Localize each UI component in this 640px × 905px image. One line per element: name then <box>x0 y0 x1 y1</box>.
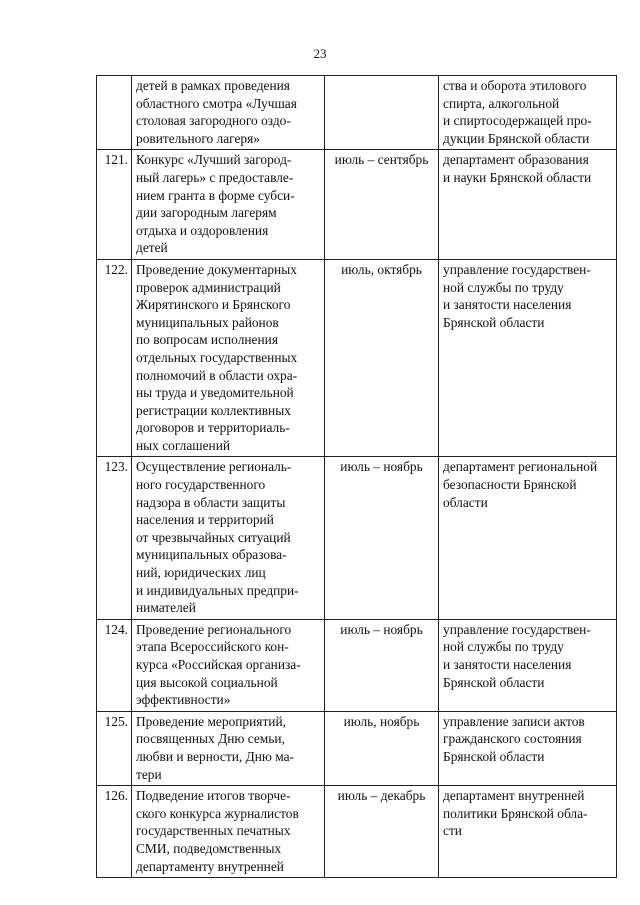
row-number: 124. <box>97 619 132 711</box>
responsible-line: управление государствен- <box>443 261 591 277</box>
event-line: этапа Всероссийского кон- <box>136 639 289 655</box>
event-line: эффективности» <box>136 692 231 708</box>
event-line: ция высокой социальной <box>136 674 278 690</box>
event-line: полномочий в области охра- <box>136 367 298 383</box>
event-line: ского конкурса журналистов <box>136 805 299 821</box>
event-line: населения и территорий <box>136 512 274 528</box>
event-line: столовая загородного оздо- <box>136 113 291 129</box>
event-line: дии загородным лагерям <box>136 205 277 221</box>
event-line: детей в рамках проведения <box>136 78 290 93</box>
table-row <box>97 150 617 260</box>
responsible-line: спирта, алкогольной <box>443 95 560 111</box>
event-line: проверок администраций <box>136 279 281 295</box>
responsible-line: и спиртосодержащей про- <box>443 113 592 129</box>
event-line: надзора в области защиты <box>136 494 286 510</box>
event-line: ный лагерь» с предоставле- <box>136 169 294 185</box>
table-row <box>97 711 617 785</box>
row-number <box>97 76 132 150</box>
responsible-line: гражданского состояния <box>443 731 582 747</box>
event-line: Проведение регионального <box>136 621 292 637</box>
event-line: Конкурс «Лучший загород- <box>136 152 292 168</box>
responsible-line: департамент образования <box>443 152 589 168</box>
event-line: ний, юридических лиц <box>136 565 266 581</box>
responsible-line: дукции Брянской области <box>443 130 590 146</box>
event-line: и индивидуальных предпри- <box>136 582 299 598</box>
table-row <box>97 76 617 150</box>
table-row <box>97 619 617 711</box>
page-number: 23 <box>313 46 327 61</box>
event-line: нимателей <box>136 600 196 616</box>
event-line: Подведение итогов творче- <box>136 788 291 804</box>
event-line: любви и верности, Дню ма- <box>136 748 295 764</box>
event-cell <box>132 150 325 260</box>
responsible-line: Брянской области <box>443 748 545 764</box>
plan-table-body <box>97 76 617 878</box>
responsible-line: управление записи актов <box>443 713 585 729</box>
event-line: Жирятинского и Брянского <box>136 297 291 313</box>
event-line: государственных печатных <box>136 823 291 839</box>
responsible-cell <box>439 76 617 150</box>
responsible-cell <box>439 259 617 457</box>
event-line: муниципальных образова- <box>136 547 287 563</box>
responsible-line: управление государствен- <box>443 621 591 637</box>
event-cell <box>132 259 325 457</box>
event-line: СМИ, подведомственных <box>136 840 282 856</box>
term-cell: июль – ноябрь <box>325 457 439 619</box>
responsible-cell <box>439 619 617 711</box>
term-cell: июль, ноябрь <box>325 711 439 785</box>
event-line: посвященных Дню семьи, <box>136 731 285 747</box>
responsible-line: безопасности Брянской <box>443 477 577 493</box>
event-line: от чрезвычайных ситуаций <box>136 529 291 545</box>
row-number: 122. <box>97 259 132 457</box>
event-line: областного смотра «Лучшая <box>136 95 297 111</box>
event-line: регистрации коллективных <box>136 402 291 418</box>
row-number: 123. <box>97 457 132 619</box>
responsible-line: сти <box>443 823 462 839</box>
event-cell <box>132 457 325 619</box>
responsible-cell <box>439 786 617 878</box>
responsible-line: департамент региональной <box>443 459 598 475</box>
term-cell: июль – декабрь <box>325 786 439 878</box>
term-cell: июль – сентябрь <box>325 150 439 260</box>
event-line: Осуществление региональ- <box>136 459 292 475</box>
responsible-line: и науки Брянской области <box>443 169 592 185</box>
event-line: детей <box>136 240 168 256</box>
responsible-line: Брянской области <box>443 674 545 690</box>
responsible-line: и занятости населения <box>443 297 572 313</box>
event-line: ного государственного <box>136 477 266 493</box>
plan-table <box>96 75 617 878</box>
event-line: департаменту внутренней <box>136 858 284 874</box>
term-cell: июль – ноябрь <box>325 619 439 711</box>
event-line: Проведение мероприятий, <box>136 713 286 729</box>
event-cell <box>132 786 325 878</box>
table-row <box>97 259 617 457</box>
responsible-line: и занятости населения <box>443 657 572 672</box>
event-line: нием гранта в форме субси- <box>136 187 295 203</box>
event-line: ны труда и уведомительной <box>136 385 294 401</box>
event-cell <box>132 619 325 711</box>
responsible-cell <box>439 711 617 785</box>
event-cell <box>132 76 325 150</box>
event-line: ровительного лагеря» <box>136 130 260 146</box>
row-number: 126. <box>97 786 132 878</box>
event-line: курса «Российская организа- <box>136 657 301 672</box>
row-number: 121. <box>97 150 132 260</box>
responsible-cell <box>439 457 617 619</box>
event-cell <box>132 711 325 785</box>
event-line: муниципальных районов <box>136 314 279 330</box>
responsible-line: Брянской области <box>443 314 545 330</box>
responsible-line: политики Брянской обла- <box>443 805 588 821</box>
event-line: отдыха и оздоровления <box>136 222 269 238</box>
term-cell <box>325 76 439 150</box>
event-line: Проведение документарных <box>136 261 297 277</box>
responsible-line: ной службы по труду <box>443 639 564 655</box>
table-row <box>97 457 617 619</box>
event-line: отдельных государственных <box>136 349 298 365</box>
event-line: тери <box>136 766 162 782</box>
responsible-line: департамент внутренней <box>443 788 585 804</box>
responsible-line: ной службы по труду <box>443 279 564 295</box>
row-number: 125. <box>97 711 132 785</box>
event-line: договоров и территориаль- <box>136 420 290 436</box>
term-cell: июль, октябрь <box>325 259 439 457</box>
event-line: по вопросам исполнения <box>136 332 278 348</box>
event-line: ных соглашений <box>136 437 231 453</box>
responsible-cell <box>439 150 617 260</box>
table-row <box>97 786 617 878</box>
responsible-line: области <box>443 494 488 510</box>
responsible-line: ства и оборота этилового <box>443 78 587 93</box>
